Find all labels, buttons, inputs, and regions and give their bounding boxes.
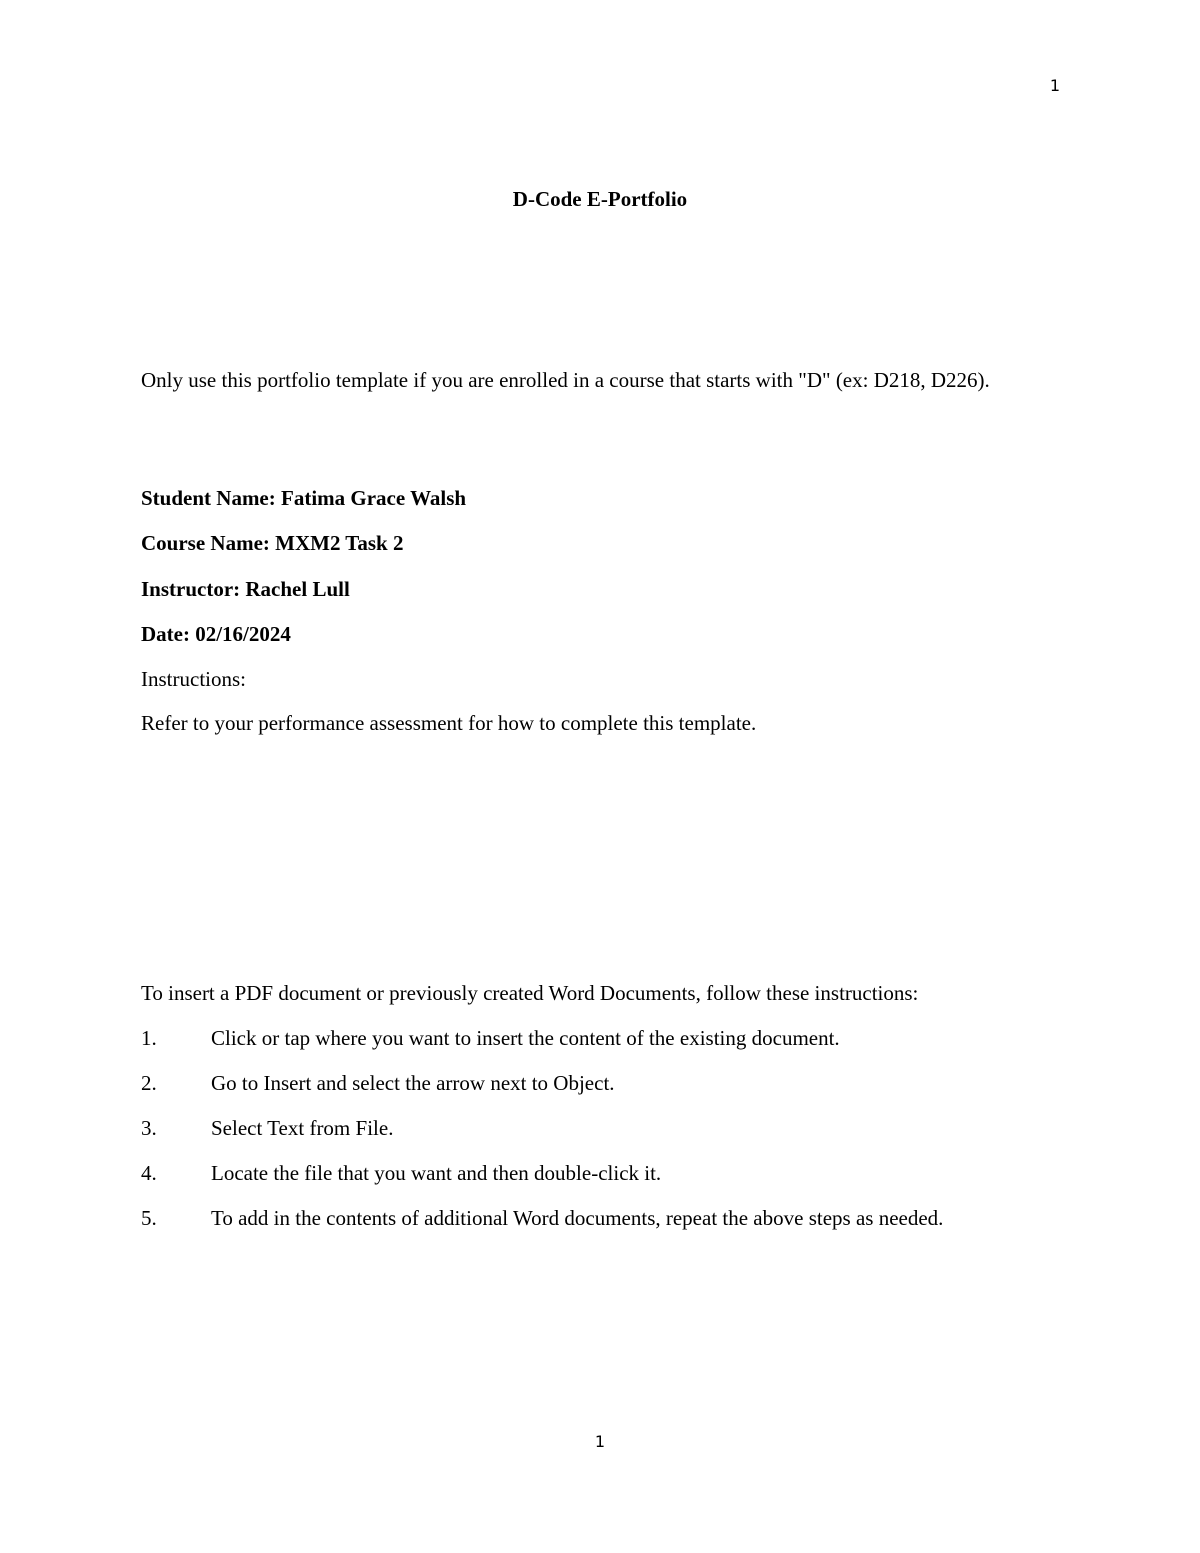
steps-intro: To insert a PDF document or previously created Word Documents, follow these instructions: xyxy=(141,981,919,1005)
list-item xyxy=(141,1068,943,1113)
instructions-label: Instructions: xyxy=(141,667,246,691)
step-number: 3. xyxy=(141,1116,157,1140)
list-item xyxy=(141,1158,943,1203)
instructor-field: Instructor: Rachel Lull xyxy=(141,577,350,601)
course-name-field: Course Name: MXM2 Task 2 xyxy=(141,531,404,555)
step-number: 4. xyxy=(141,1161,157,1185)
steps-list xyxy=(141,1023,943,1248)
student-name-field: Student Name: Fatima Grace Walsh xyxy=(141,486,467,510)
step-text: To add in the contents of additional Word documents, repeat the above steps as needed. xyxy=(211,1206,944,1230)
step-number: 1. xyxy=(141,1026,157,1050)
intro-paragraph: Only use this portfolio template if you are enrolled in a course that starts with "D" (ex: D218, D226). xyxy=(141,368,990,392)
step-number: 5. xyxy=(141,1206,157,1230)
step-text: Locate the file that you want and then double-click it. xyxy=(211,1161,662,1185)
header-page-number: 1 xyxy=(1049,76,1060,95)
list-item xyxy=(141,1023,943,1068)
footer-page-number: 1 xyxy=(594,1432,606,1451)
list-item xyxy=(141,1203,943,1248)
instructions-text: Refer to your performance assessment for how to complete this template. xyxy=(141,711,757,735)
step-text: Select Text from File. xyxy=(211,1116,394,1140)
date-field: Date: 02/16/2024 xyxy=(141,622,291,646)
step-text: Click or tap where you want to insert the content of the existing document. xyxy=(211,1026,840,1050)
step-text: Go to Insert and select the arrow next to Object. xyxy=(211,1071,615,1095)
list-item xyxy=(141,1113,943,1158)
document-title: D-Code E-Portfolio xyxy=(512,187,688,211)
step-number: 2. xyxy=(141,1071,157,1095)
